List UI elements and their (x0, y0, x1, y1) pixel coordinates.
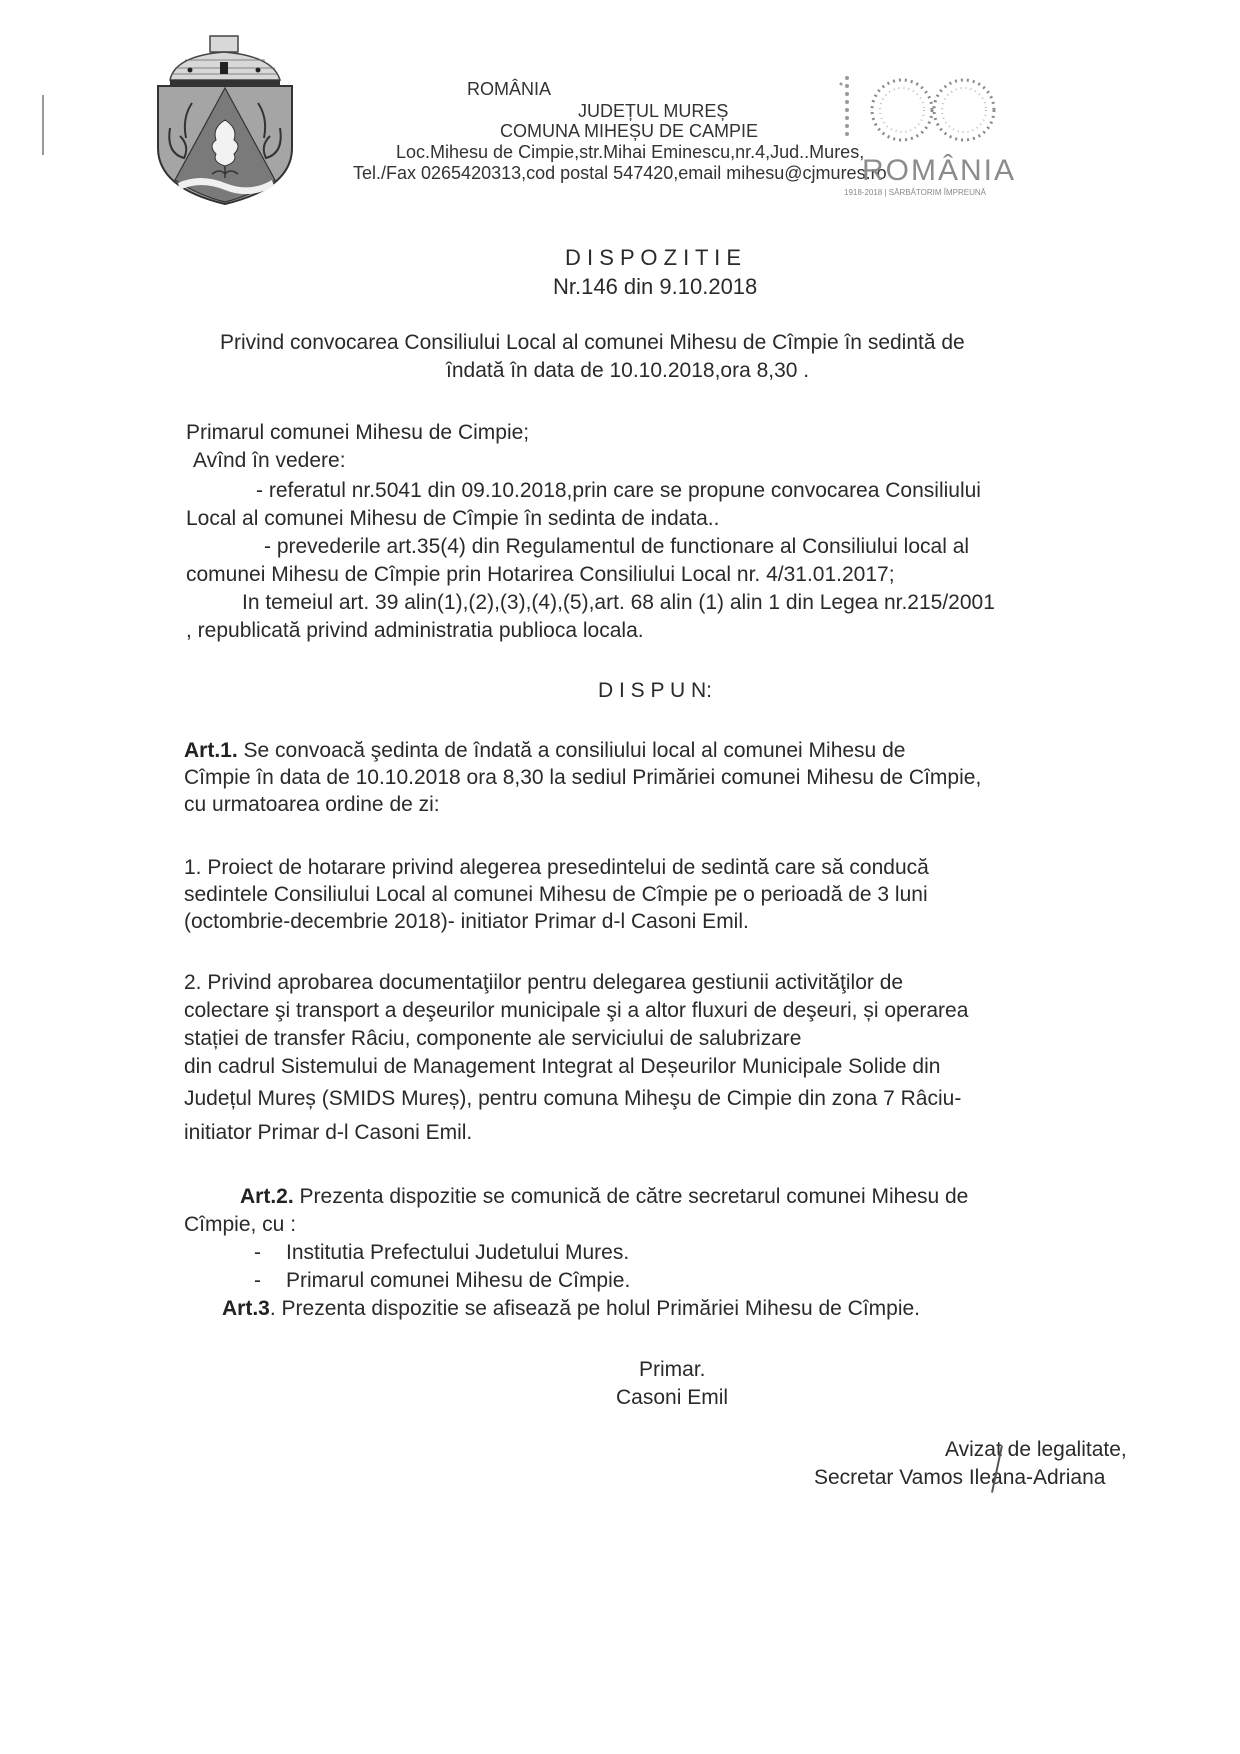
preamble-mayor: Primarul comunei Mihesu de Cimpie; (186, 421, 530, 444)
centenar-number (832, 70, 834, 71)
art2-line-2: Cîmpie, cu : (184, 1213, 297, 1236)
scan-artifact-line (42, 95, 44, 155)
header-contact: Tel./Fax 0265420313,cod postal 547420,email mihesu@cjmures.ro (353, 163, 887, 183)
art2-recipient-1 (254, 1240, 629, 1266)
recipient-text: Primarul comunei Mihesu de Cîmpie. (286, 1269, 631, 1292)
header-commune: COMUNA MIHEȘU DE CAMPIE (500, 121, 759, 141)
art1-line-3: cu urmatoarea ordine de zi: (184, 793, 440, 816)
art2-line-1 (240, 1184, 968, 1210)
preamble-item-2-line-2: comunei Mihesu de Cîmpie prin Hotarirea Consiliului Local nr. 4/31.01.2017; (186, 563, 895, 586)
art3-label: Art.3 (222, 1297, 270, 1320)
art1-text: Se convoacă şedinta de îndată a consiliului local al comunei Mihesu de (237, 739, 906, 762)
document-number: Nr.146 din 9.10.2018 (553, 274, 758, 299)
centenar-word: ROMÂNIA (862, 154, 1017, 187)
preamble-item-1-line-1: - referatul nr.5041 din 09.10.2018,prin care se propune convocarea Consiliului (256, 479, 981, 502)
header-county: JUDEȚUL MUREȘ (578, 101, 729, 121)
agenda-item-2-line-6: initiator Primar d-l Casoni Emil. (184, 1121, 473, 1144)
art3-text: . Prezenta dispozitie se afisează pe holul Primăriei Mihesu de Cîmpie. (269, 1297, 921, 1320)
art2-text: Prezenta dispozitie se comunică de către secretarul comunei Mihesu de (293, 1185, 969, 1208)
art1-label: Art.1. (184, 739, 238, 762)
agenda-item-1-line-2: sedintele Consiliului Local al comunei Mihesu de Cîmpie pe o perioadă de 3 luni (184, 883, 928, 906)
centenar-tagline: 1918-2018 | SĂRBĂTORIM ÎMPREUNĂ (844, 188, 986, 197)
art2-label: Art.2. (240, 1185, 294, 1208)
coat-of-arms (150, 28, 300, 206)
preamble-item-1-line-2: Local al comunei Mihesu de Cîmpie în sedinta de indata.. (186, 507, 720, 530)
agenda-item-1-line-3: (octombrie-decembrie 2018)- initiator Primar d-l Casoni Emil. (184, 910, 749, 933)
agenda-item-2-line-3: stației de transfer Râciu, componente ale serviciului de salubrizare (184, 1027, 802, 1050)
header-country: ROMÂNIA (467, 79, 552, 99)
art1-line-1 (184, 738, 905, 764)
document-type: D I S P O Z I T I E (565, 245, 742, 270)
mayor-title: Primar. (639, 1358, 706, 1381)
legality-note: Avizat de legalitate, (945, 1438, 1127, 1461)
legal-basis-line-2: , republicată privind administratia publioca locala. (186, 619, 644, 642)
subject-line-1: Privind convocarea Consiliului Local al comunei Mihesu de Cîmpie în sedintă de (220, 331, 965, 354)
art1-line-2: Cîmpie în data de 10.10.2018 ora 8,30 la sediul Primăriei comunei Mihesu de Cîmpie, (184, 766, 982, 789)
centenar-logo (832, 70, 1017, 210)
agenda-item-2-line-4: din cadrul Sistemului de Management Integrat al Deșeurilor Municipale Solide din (184, 1055, 941, 1078)
coat-of-arms-icon (150, 28, 300, 206)
bullet-dash: - (254, 1241, 261, 1264)
agenda-item-2-line-2: colectare şi transport a deşeurilor municipale şi a altor fluxuri de deşeuri, și operarea (184, 999, 969, 1022)
art3-line (222, 1296, 920, 1322)
recipient-text: Institutia Prefectului Judetului Mures. (286, 1241, 630, 1264)
dispun-heading: D I S P U N: (598, 679, 712, 702)
agenda-item-1-line-1: 1. Proiect de hotarare privind alegerea presedintelui de sedintă care să conducă (184, 856, 929, 879)
subject-line-2: îndată în data de 10.10.2018,ora 8,30 . (446, 359, 810, 382)
bullet-dash: - (254, 1269, 261, 1292)
preamble-considering: Avînd în vedere: (193, 449, 346, 472)
art2-recipient-2 (254, 1268, 630, 1294)
legal-basis-line-1: In temeiul art. 39 alin(1),(2),(3),(4),(5),art. 68 alin (1) alin 1 din Legea nr.215/2001 (242, 591, 995, 614)
agenda-item-2-line-5: Județul Mureș (SMIDS Mureș), pentru comuna Miheşu de Cimpie din zona 7 Râciu- (184, 1087, 962, 1110)
mayor-name: Casoni Emil (616, 1386, 729, 1409)
header-address: Loc.Mihesu de Cimpie,str.Mihai Eminescu,nr.4,Jud..Mures, (396, 142, 865, 162)
agenda-item-2-line-1: 2. Privind aprobarea documentaţiilor pentru delegarea gestiunii activităţilor de (184, 971, 904, 994)
secretary-name: Secretar Vamos Ileana-Adriana (814, 1466, 1106, 1489)
preamble-item-2-line-1: - prevederile art.35(4) din Regulamentul de functionare al Consiliului local al (264, 535, 970, 558)
